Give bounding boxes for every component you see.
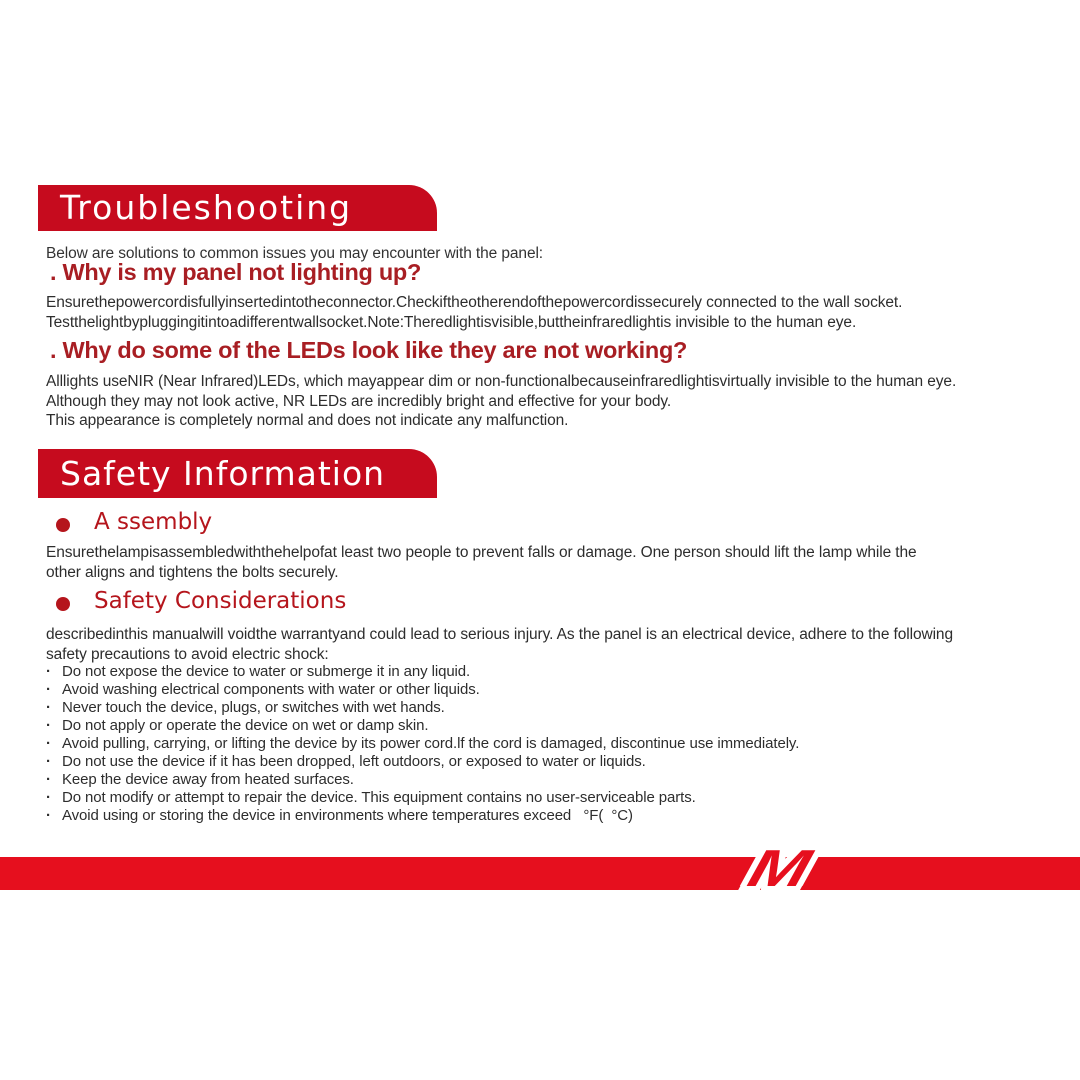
paragraph-line: Testthelightbypluggingitintoadifferentwallsocket.Note:Theredlightisvisible,buttheinfraredlightis invisible to the human eye. [46, 313, 857, 331]
paragraph-line: This appearance is completely normal and does not indicate any malfunction. [46, 412, 569, 429]
question-heading-leds-not-working: . Why do some of the LEDs look like they are not working? [50, 337, 688, 363]
precaution-item [46, 699, 799, 717]
precaution-text: Do not use the device if it has been dropped, left outdoors, or exposed to water or liquids. [62, 753, 646, 770]
safety-considerations-heading: Safety Considerations [94, 588, 347, 614]
precaution-item [46, 663, 799, 681]
assembly-paragraph [46, 543, 917, 582]
precaution-item [46, 753, 799, 771]
brand-m-logo-icon: M [741, 840, 818, 898]
precaution-item [46, 681, 799, 699]
bullet-dot-icon: · [46, 699, 51, 716]
precaution-text: Avoid pulling, carrying, or lifting the device by its power cord.lf the cord is damaged, discontinue use immediately. [62, 735, 800, 752]
safety-considerations-paragraph [46, 625, 953, 664]
precaution-text: Do not modify or attempt to repair the device. This equipment contains no user-serviceable parts. [62, 789, 696, 806]
paragraph-line: Ensurethepowercordisfullyinsertedintotheconnector.Checkiftheotherendofthepowercordissecurely connected to the wall socket. [46, 294, 903, 311]
precaution-item [46, 735, 799, 753]
paragraph-line: safety precautions to avoid electric shock: [46, 645, 329, 663]
question-heading-panel-not-lighting: . Why is my panel not lighting up? [50, 259, 422, 285]
precaution-text: Do not apply or operate the device on wet or damp skin. [62, 717, 429, 734]
bullet-dot-icon: · [46, 771, 51, 788]
precaution-item [46, 789, 799, 807]
bullet-dot-icon: · [46, 663, 51, 680]
troubleshooting-intro: Below are solutions to common issues you may encounter with the panel: [46, 245, 544, 262]
troubleshooting-title: Troubleshooting [60, 188, 353, 227]
precaution-text: Avoid using or storing the device in environments where temperatures exceed °F( °C) [62, 807, 633, 824]
footer-red-bar [0, 857, 1080, 890]
bullet-dot-icon: · [46, 789, 51, 806]
bullet-circle-icon [56, 518, 70, 532]
bullet-dot-icon: · [46, 753, 51, 770]
bullet-circle-icon [56, 597, 70, 611]
precaution-item [46, 717, 799, 735]
paragraph-line: Although they may not look active, NR LEDs are incredibly bright and effective for your body. [46, 392, 672, 410]
precautions-list [46, 663, 799, 825]
troubleshooting-banner [38, 185, 437, 231]
precaution-item [46, 807, 799, 825]
safety-information-title: Safety Information [60, 454, 386, 493]
bullet-dot-icon: · [46, 735, 51, 752]
precaution-text: Do not expose the device to water or submerge it in any liquid. [62, 663, 471, 680]
answer-leds-not-working [46, 372, 956, 431]
paragraph-line: other aligns and tightens the bolts securely. [46, 563, 339, 581]
safety-information-banner [38, 449, 437, 498]
precaution-text: Avoid washing electrical components with water or other liquids. [62, 681, 480, 698]
paragraph-line: Ensurethelampisassembledwiththehelpofat least two people to prevent falls or damage. One person should lift the lamp while the [46, 544, 917, 561]
bullet-dot-icon: · [46, 807, 51, 824]
bullet-dot-icon: · [46, 717, 51, 734]
assembly-heading: A ssembly [94, 509, 213, 535]
paragraph-line: Alllights useNIR (Near Infrared)LEDs, which mayappear dim or non-functionalbecauseinfraredlightisvirtually invisible to the human eye. [46, 373, 957, 390]
precaution-text: Never touch the device, plugs, or switches with wet hands. [62, 699, 445, 716]
bullet-dot-icon: · [46, 681, 51, 698]
precaution-text: Keep the device away from heated surfaces. [62, 771, 354, 788]
precaution-item [46, 771, 799, 789]
paragraph-line: describedinthis manualwill voidthe warrantyand could lead to serious injury. As the panel is an electrical device, adhere to the following [46, 626, 953, 643]
answer-panel-not-lighting [46, 293, 902, 332]
